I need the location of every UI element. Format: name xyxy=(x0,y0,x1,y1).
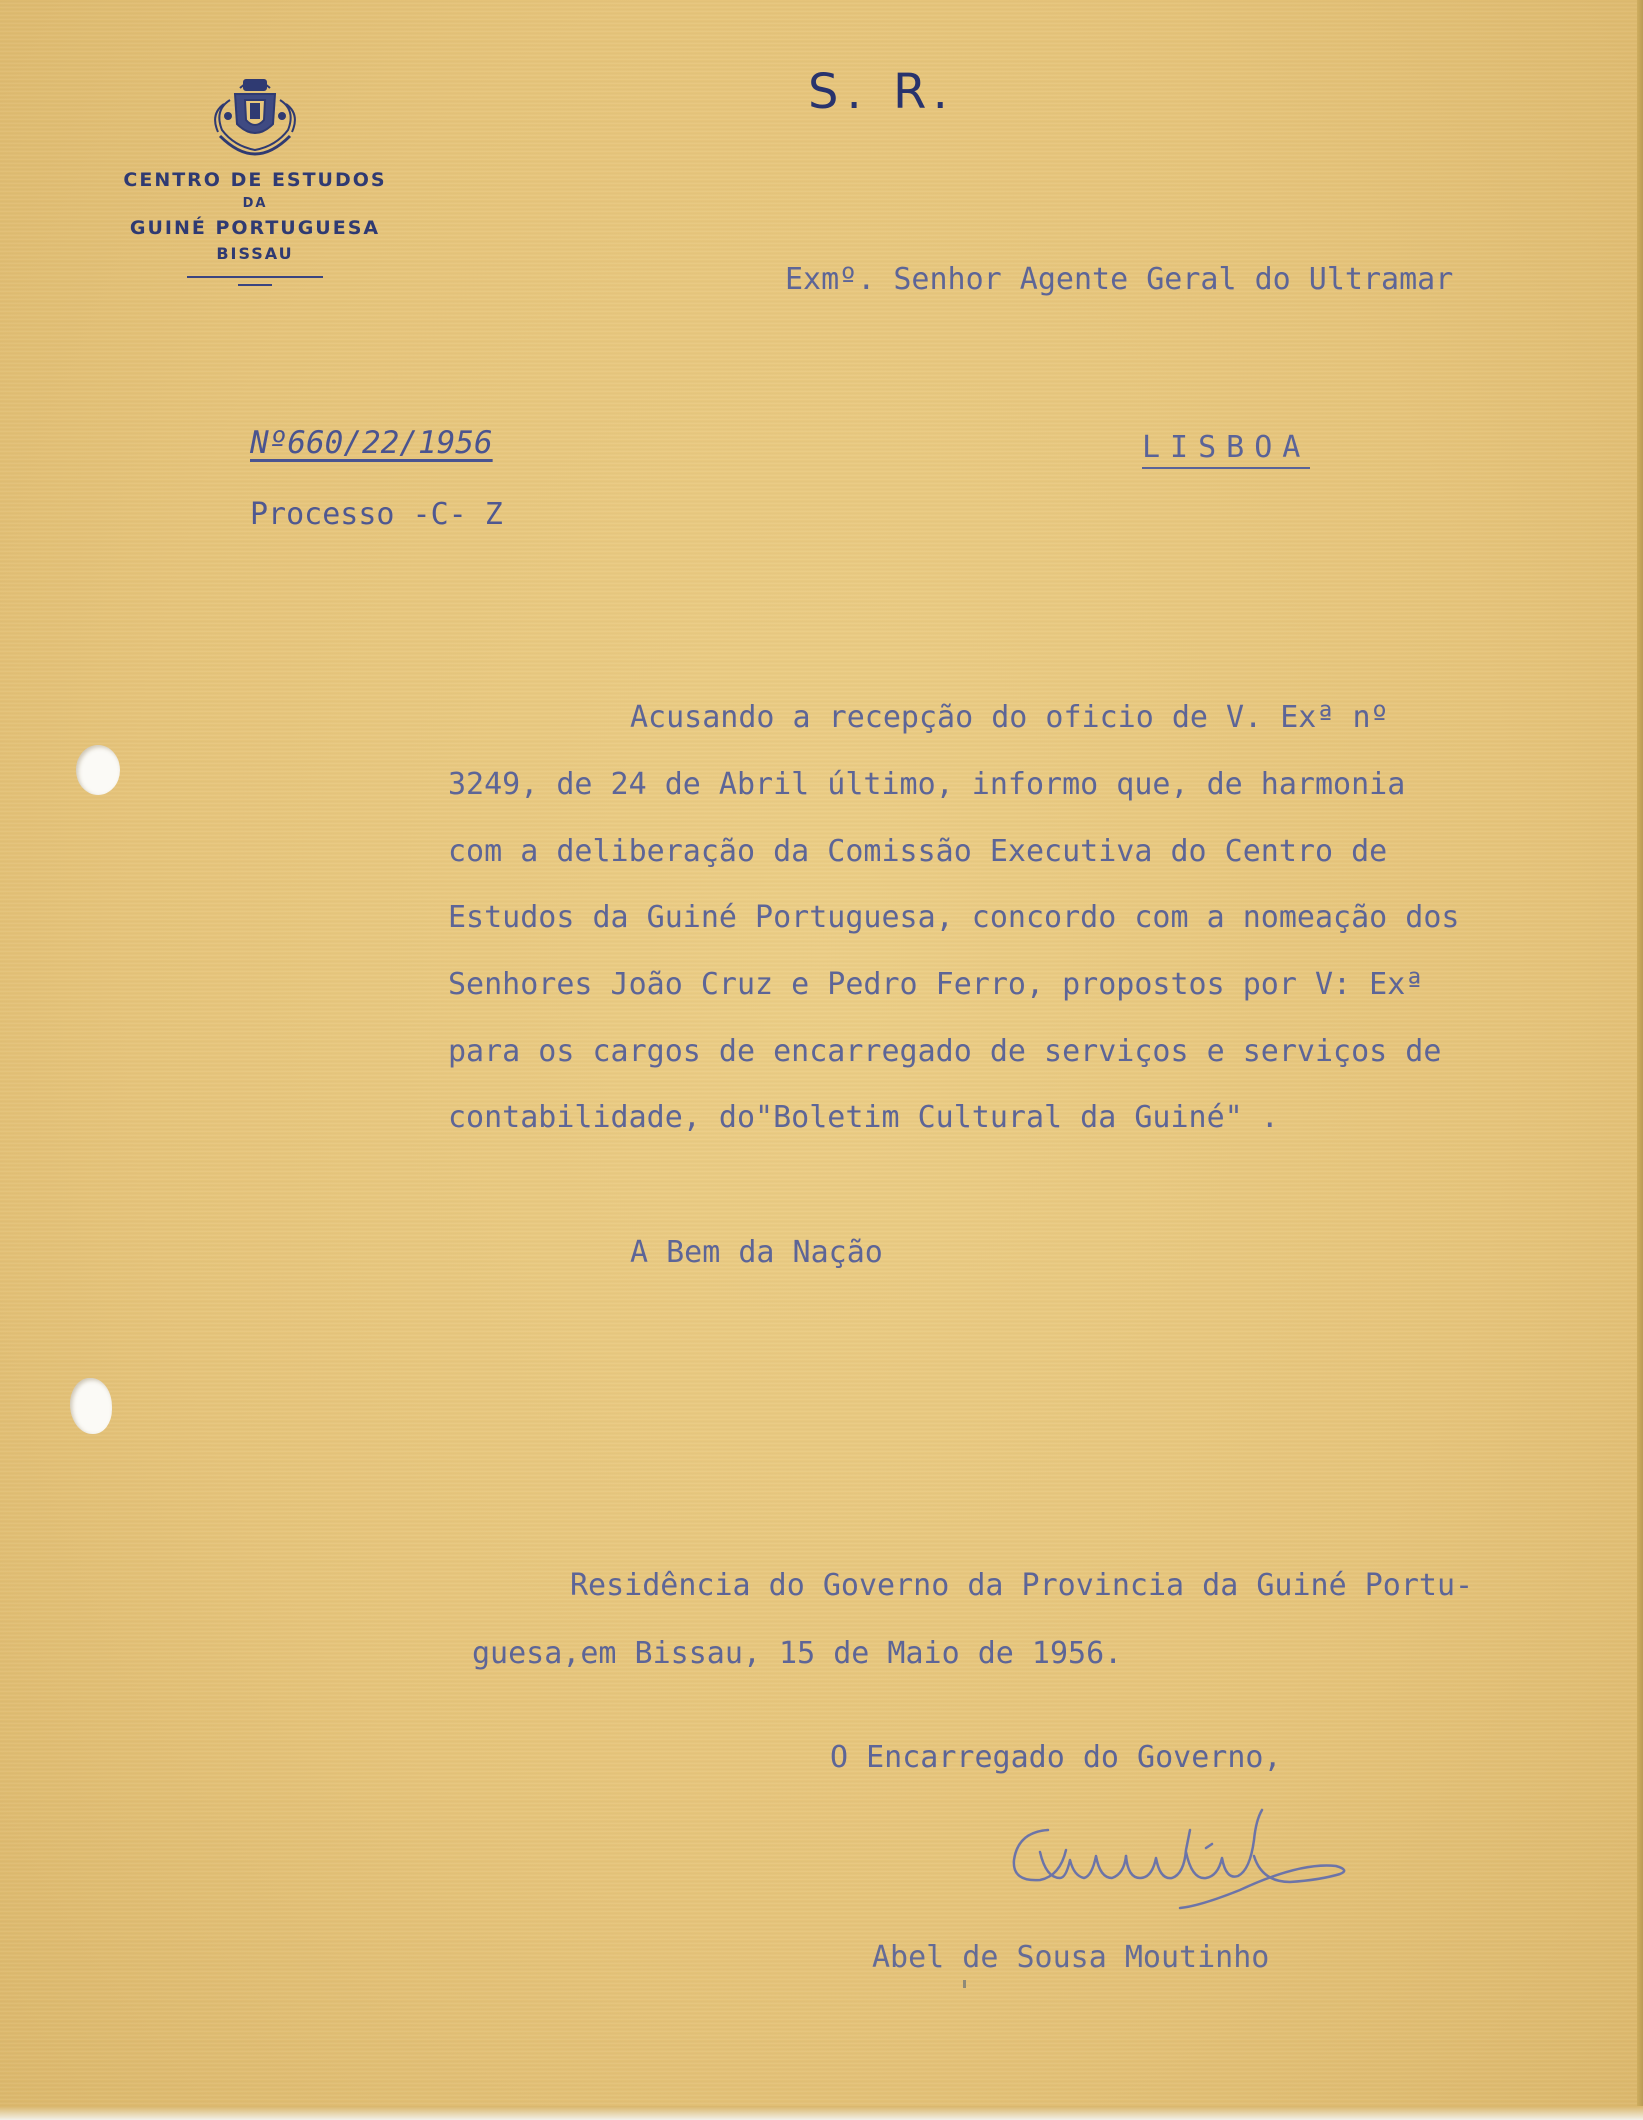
paper-edge-right xyxy=(1637,0,1643,2120)
body-line: contabilidade, do"Boletim Cultural da Guiné" . xyxy=(448,1100,1279,1135)
letterhead-line-1: CENTRO DE ESTUDOS xyxy=(123,169,387,191)
letterhead-line-3: GUINÉ PORTUGUESA xyxy=(129,217,381,239)
reference-number: Nº660/22/1956 xyxy=(250,425,493,461)
body-line: Estudos da Guiné Portuguesa, concordo com a nomeação dos xyxy=(448,900,1460,935)
processo-reference: Processo -C- Z xyxy=(250,497,503,532)
letterhead-line-2: DA xyxy=(242,196,268,211)
body-line: Senhores João Cruz e Pedro Ferro, propostos por V: Exª xyxy=(448,967,1424,1002)
paper-speck xyxy=(963,1980,966,1988)
signer-title: O Encarregado do Governo, xyxy=(830,1740,1282,1775)
body-line: com a deliberação da Comissão Executiva do Centro de xyxy=(448,834,1388,869)
sr-heading: S. R. xyxy=(808,64,956,120)
residence-line-2: guesa,em Bissau, 15 de Maio de 1956. xyxy=(472,1636,1123,1671)
letterhead-rule xyxy=(187,276,323,278)
punch-hole-bottom xyxy=(70,1378,112,1434)
body-line: 3249, de 24 de Abril último, informo que, de harmonia xyxy=(448,767,1406,802)
addressee: Exmº. Senhor Agente Geral do Ultramar xyxy=(785,262,1454,297)
closing-salutation: A Bem da Nação xyxy=(630,1235,883,1270)
destination-city: LISBOA xyxy=(1142,430,1310,469)
body-line: Acusando a recepção do oficio de V. Exª nº xyxy=(630,700,1389,735)
paper-edge-bottom xyxy=(0,2106,1643,2120)
body-line: para os cargos de encarregado de serviços e serviços de xyxy=(448,1034,1442,1069)
residence-line-1: Residência do Governo da Provincia da Guiné Portu- xyxy=(570,1568,1474,1603)
coat-of-arms-icon xyxy=(200,70,310,160)
letterhead-rule-short xyxy=(238,284,272,286)
handwritten-signature xyxy=(1000,1790,1380,1920)
letterhead-line-4: BISSAU xyxy=(216,244,294,263)
signer-name: Abel de Sousa Moutinho xyxy=(872,1940,1270,1975)
punch-hole-top xyxy=(76,745,120,795)
letterhead xyxy=(90,70,420,286)
